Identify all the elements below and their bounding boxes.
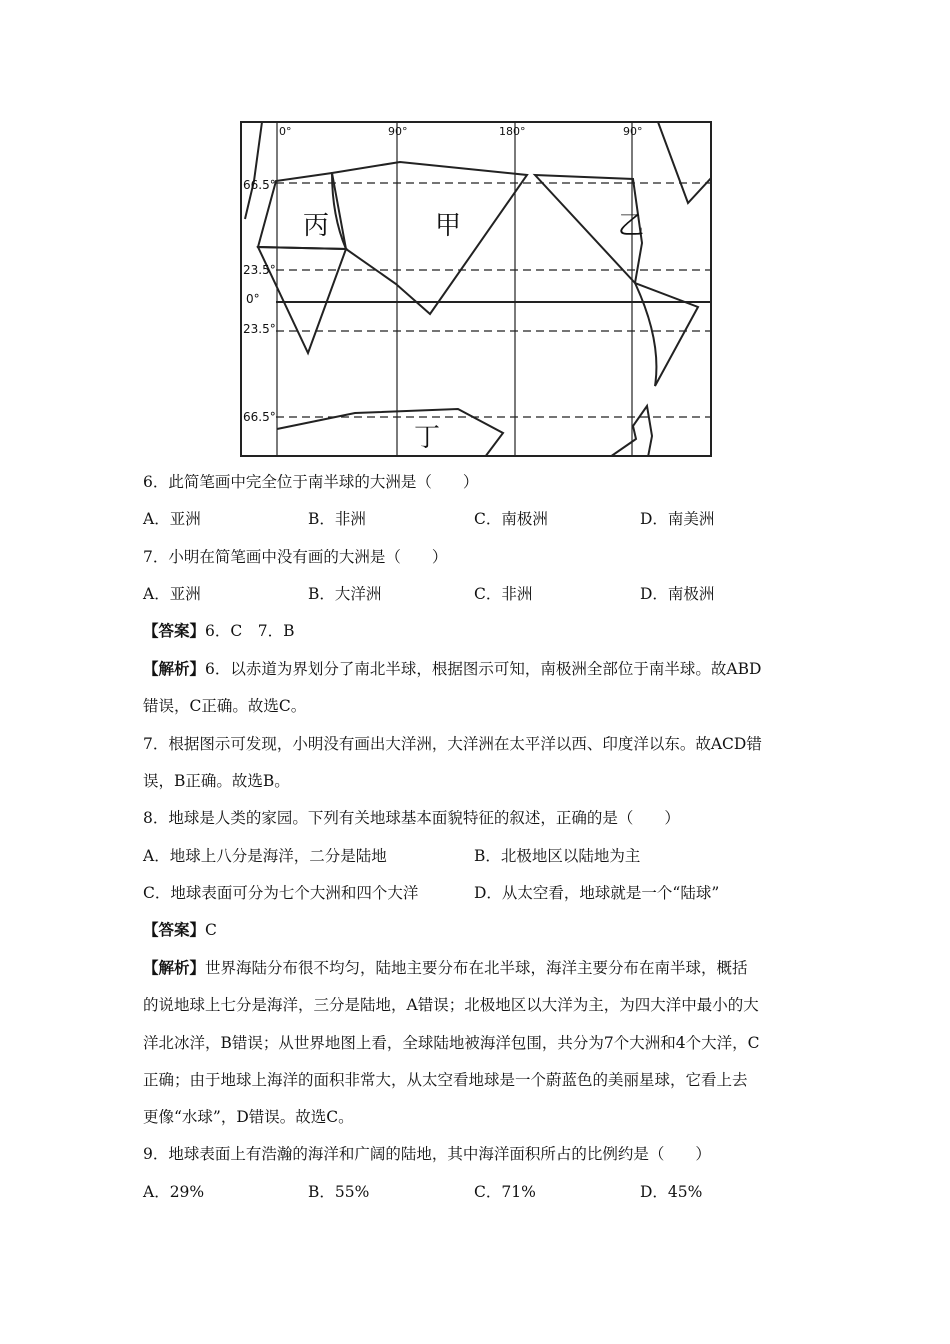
lat-label: 23.5° <box>243 322 276 336</box>
q9-option-b: B．55% <box>308 1183 370 1201</box>
explanation-8-line5: 更像“水球”，D错误。故选C。 <box>143 1108 354 1126</box>
lat-label: 66.5° <box>243 410 276 424</box>
question-9-stem: 9．地球表面上有浩瀚的海洋和广阔的陆地，其中海洋面积所占的比例约是（ ） <box>143 1145 711 1163</box>
q6-option-c: C．南极洲 <box>474 510 548 528</box>
q8-option-b: B．北极地区以陆地为主 <box>474 847 641 865</box>
lon-label: 90° <box>388 125 408 138</box>
answer-tag: 【答案】 <box>143 621 206 640</box>
answer-8 <box>143 919 823 941</box>
q6-option-b: B．非洲 <box>308 510 366 528</box>
map-svg <box>240 121 712 457</box>
explanation-8-line3: 洋北冰洋，B错误；从世界地图上看，全球陆地被海洋包围，共分为7个大洲和4个大洋，C <box>143 1034 760 1052</box>
question-6-stem: 6．此简笔画中完全位于南半球的大洲是（ ） <box>143 473 479 491</box>
q9-option-d: D．45% <box>640 1183 703 1201</box>
lat-label: 66.5° <box>243 178 276 192</box>
q9-option-c: C．71% <box>474 1183 536 1201</box>
explanation-8-line1 <box>143 957 823 979</box>
answer-text: 6．C 7．B <box>205 622 295 640</box>
explanation-text: 世界海陆分布很不均匀，陆地主要分布在北半球，海洋主要分布在南半球，概括 <box>205 959 748 977</box>
q7-option-b: B．大洋洲 <box>308 585 382 603</box>
q8-option-d: D．从太空看，地球就是一个“陆球” <box>474 884 720 902</box>
continent-label-yi: 乙 <box>618 211 645 241</box>
explanation-6-7-line1 <box>143 658 823 680</box>
lon-label: 180° <box>499 125 526 138</box>
continent-label-ding: 丁 <box>414 423 441 453</box>
explanation-tag: 【解析】 <box>143 659 206 678</box>
explanation-6-7-line4: 误，B正确。故选B。 <box>143 772 290 790</box>
explanation-6-7-line3: 7．根据图示可发现，小明没有画出大洋洲，大洋洲在太平洋以西、印度洋以东。故ACD错 <box>143 735 762 753</box>
answer-tag: 【答案】 <box>143 920 206 939</box>
explanation-text: 6．以赤道为界划分了南北半球，根据图示可知，南极洲全部位于南半球。故ABD <box>205 660 762 678</box>
q7-option-d: D．南极洲 <box>640 585 715 603</box>
question-7-stem: 7．小明在简笔画中没有画的大洲是（ ） <box>143 548 448 566</box>
lat-label: 23.5° <box>243 263 276 277</box>
answer-6-7 <box>143 620 823 642</box>
lon-label: 0° <box>279 125 292 138</box>
answer-text: C <box>205 921 217 939</box>
continent-label-bing: 丙 <box>303 211 330 241</box>
question-8-stem: 8．地球是人类的家园。下列有关地球基本面貌特征的叙述，正确的是（ ） <box>143 809 680 827</box>
q6-option-a: A．亚洲 <box>143 510 201 528</box>
q8-option-c: C．地球表面可分为七个大洲和四个大洋 <box>143 884 419 902</box>
lon-label: 90° <box>623 125 643 138</box>
explanation-tag: 【解析】 <box>143 958 206 977</box>
q8-option-a: A．地球上八分是海洋，二分是陆地 <box>143 847 387 865</box>
q7-option-c: C．非洲 <box>474 585 533 603</box>
q9-option-a: A．29% <box>143 1183 205 1201</box>
map-frame <box>241 122 711 456</box>
lat-label: 0° <box>246 292 260 306</box>
q7-option-a: A．亚洲 <box>143 585 201 603</box>
explanation-8-line2: 的说地球上七分是海洋，三分是陆地，A错误；北极地区以大洋为主，为四大洋中最小的大 <box>143 996 759 1014</box>
continent-label-jia: 甲 <box>435 211 462 241</box>
explanation-8-line4: 正确；由于地球上海洋的面积非常大，从太空看地球是一个蔚蓝色的美丽星球，它看上去 <box>143 1071 748 1089</box>
q6-option-d: D．南美洲 <box>640 510 715 528</box>
continent-sketch-map <box>240 121 712 457</box>
explanation-6-7-line2: 错误，C正确。故选C。 <box>143 697 307 715</box>
